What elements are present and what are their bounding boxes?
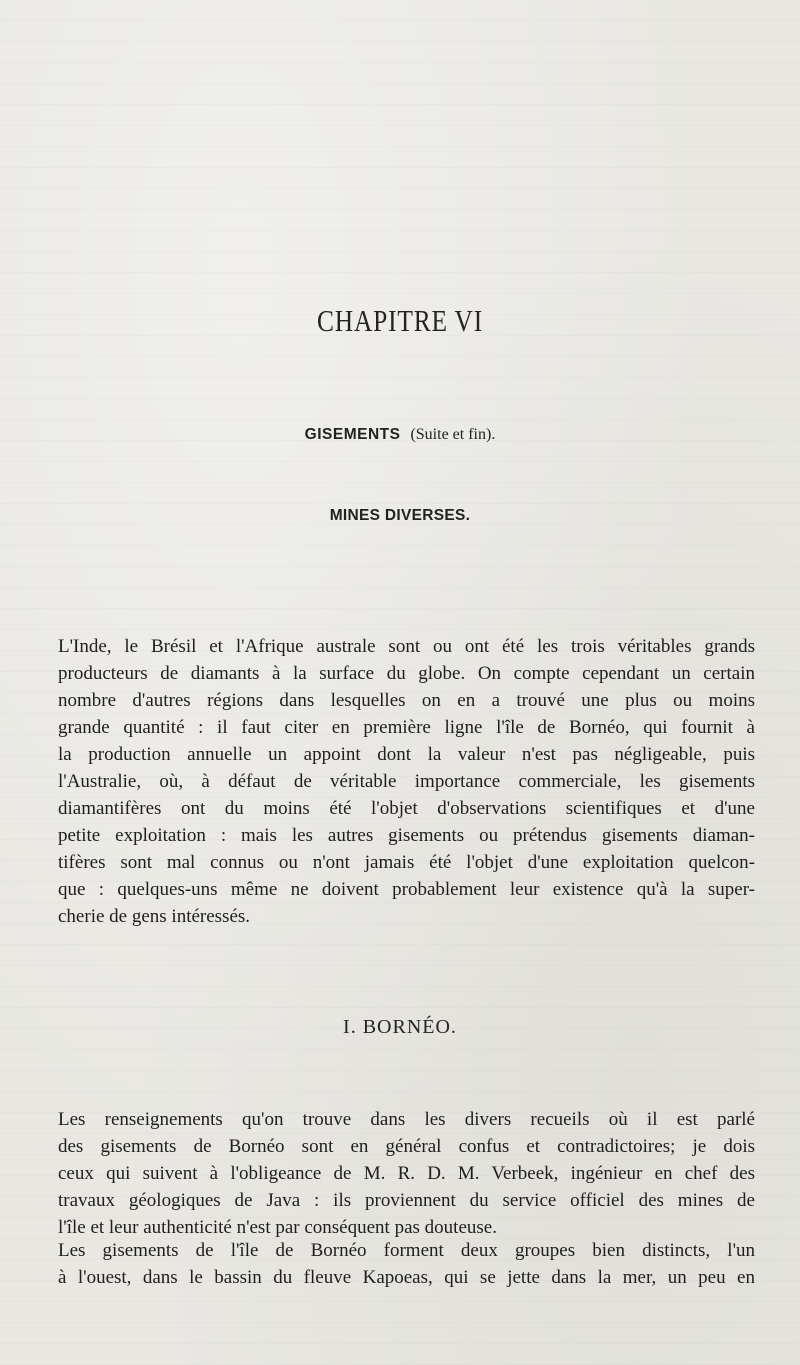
subsection-title: MINES DIVERSES. [329, 507, 471, 524]
section-title-main: GISEMENTS [304, 426, 401, 443]
text-line: à l'ouest, dans le bassin du fleuve Kapoeas, qui se jette dans la mer, un peu en [58, 1267, 755, 1288]
text-line: cherie de gens intéressés. [58, 906, 251, 927]
text-line: que : quelques-uns même ne doivent probablement leur existence qu'à la super- [58, 879, 755, 900]
chapter-title: CHAPITRE VI [316, 303, 484, 338]
section-title [0, 426, 800, 444]
text-line: la production annuelle un appoint dont la valeur n'est pas négligeable, puis [58, 744, 755, 765]
text-line: Les gisements de l'île de Bornéo forment deux groupes bien distincts, l'un [58, 1240, 755, 1261]
text-line: l'Australie, où, à défaut de véritable importance commerciale, les gisements [58, 771, 755, 792]
section-title-suffix: (Suite et fin). [410, 426, 496, 443]
paragraph-borneo-sources [58, 1106, 755, 1241]
text-line: L'Inde, le Brésil et l'Afrique australe sont ou ont été les trois véritables grands [58, 636, 755, 657]
text-line: grande quantité : il faut citer en première ligne l'île de Bornéo, qui fournit à [58, 717, 755, 738]
text-line: nombre d'autres régions dans lesquelles on en a trouvé une plus ou moins [58, 690, 755, 711]
text-line: ceux qui suivent à l'obligeance de M. R. D. M. Verbeek, ingénieur en chef des [58, 1163, 755, 1184]
paragraph-intro [58, 633, 755, 930]
text-line: producteurs de diamants à la surface du globe. On compte cependant un certain [58, 663, 755, 684]
paragraph-borneo-groups [58, 1237, 755, 1291]
text-line: l'île et leur authenticité n'est par conséquent pas douteuse. [58, 1217, 497, 1238]
text-line: Les renseignements qu'on trouve dans les divers recueils où il est parlé [58, 1109, 755, 1130]
section-heading-borneo: I. BORNÉO. [343, 1016, 457, 1038]
text-line: petite exploitation : mais les autres gisements ou prétendus gisements diaman- [58, 825, 755, 846]
text-line: travaux géologiques de Java : ils proviennent du service officiel des mines de [58, 1190, 755, 1211]
text-line: diamantifères ont du moins été l'objet d'observations scientifiques et d'une [58, 798, 755, 819]
text-line: des gisements de Bornéo sont en général confus et contradictoires; je dois [58, 1136, 755, 1157]
text-line: tifères sont mal connus ou n'ont jamais été l'objet d'une exploitation quelcon- [58, 852, 755, 873]
